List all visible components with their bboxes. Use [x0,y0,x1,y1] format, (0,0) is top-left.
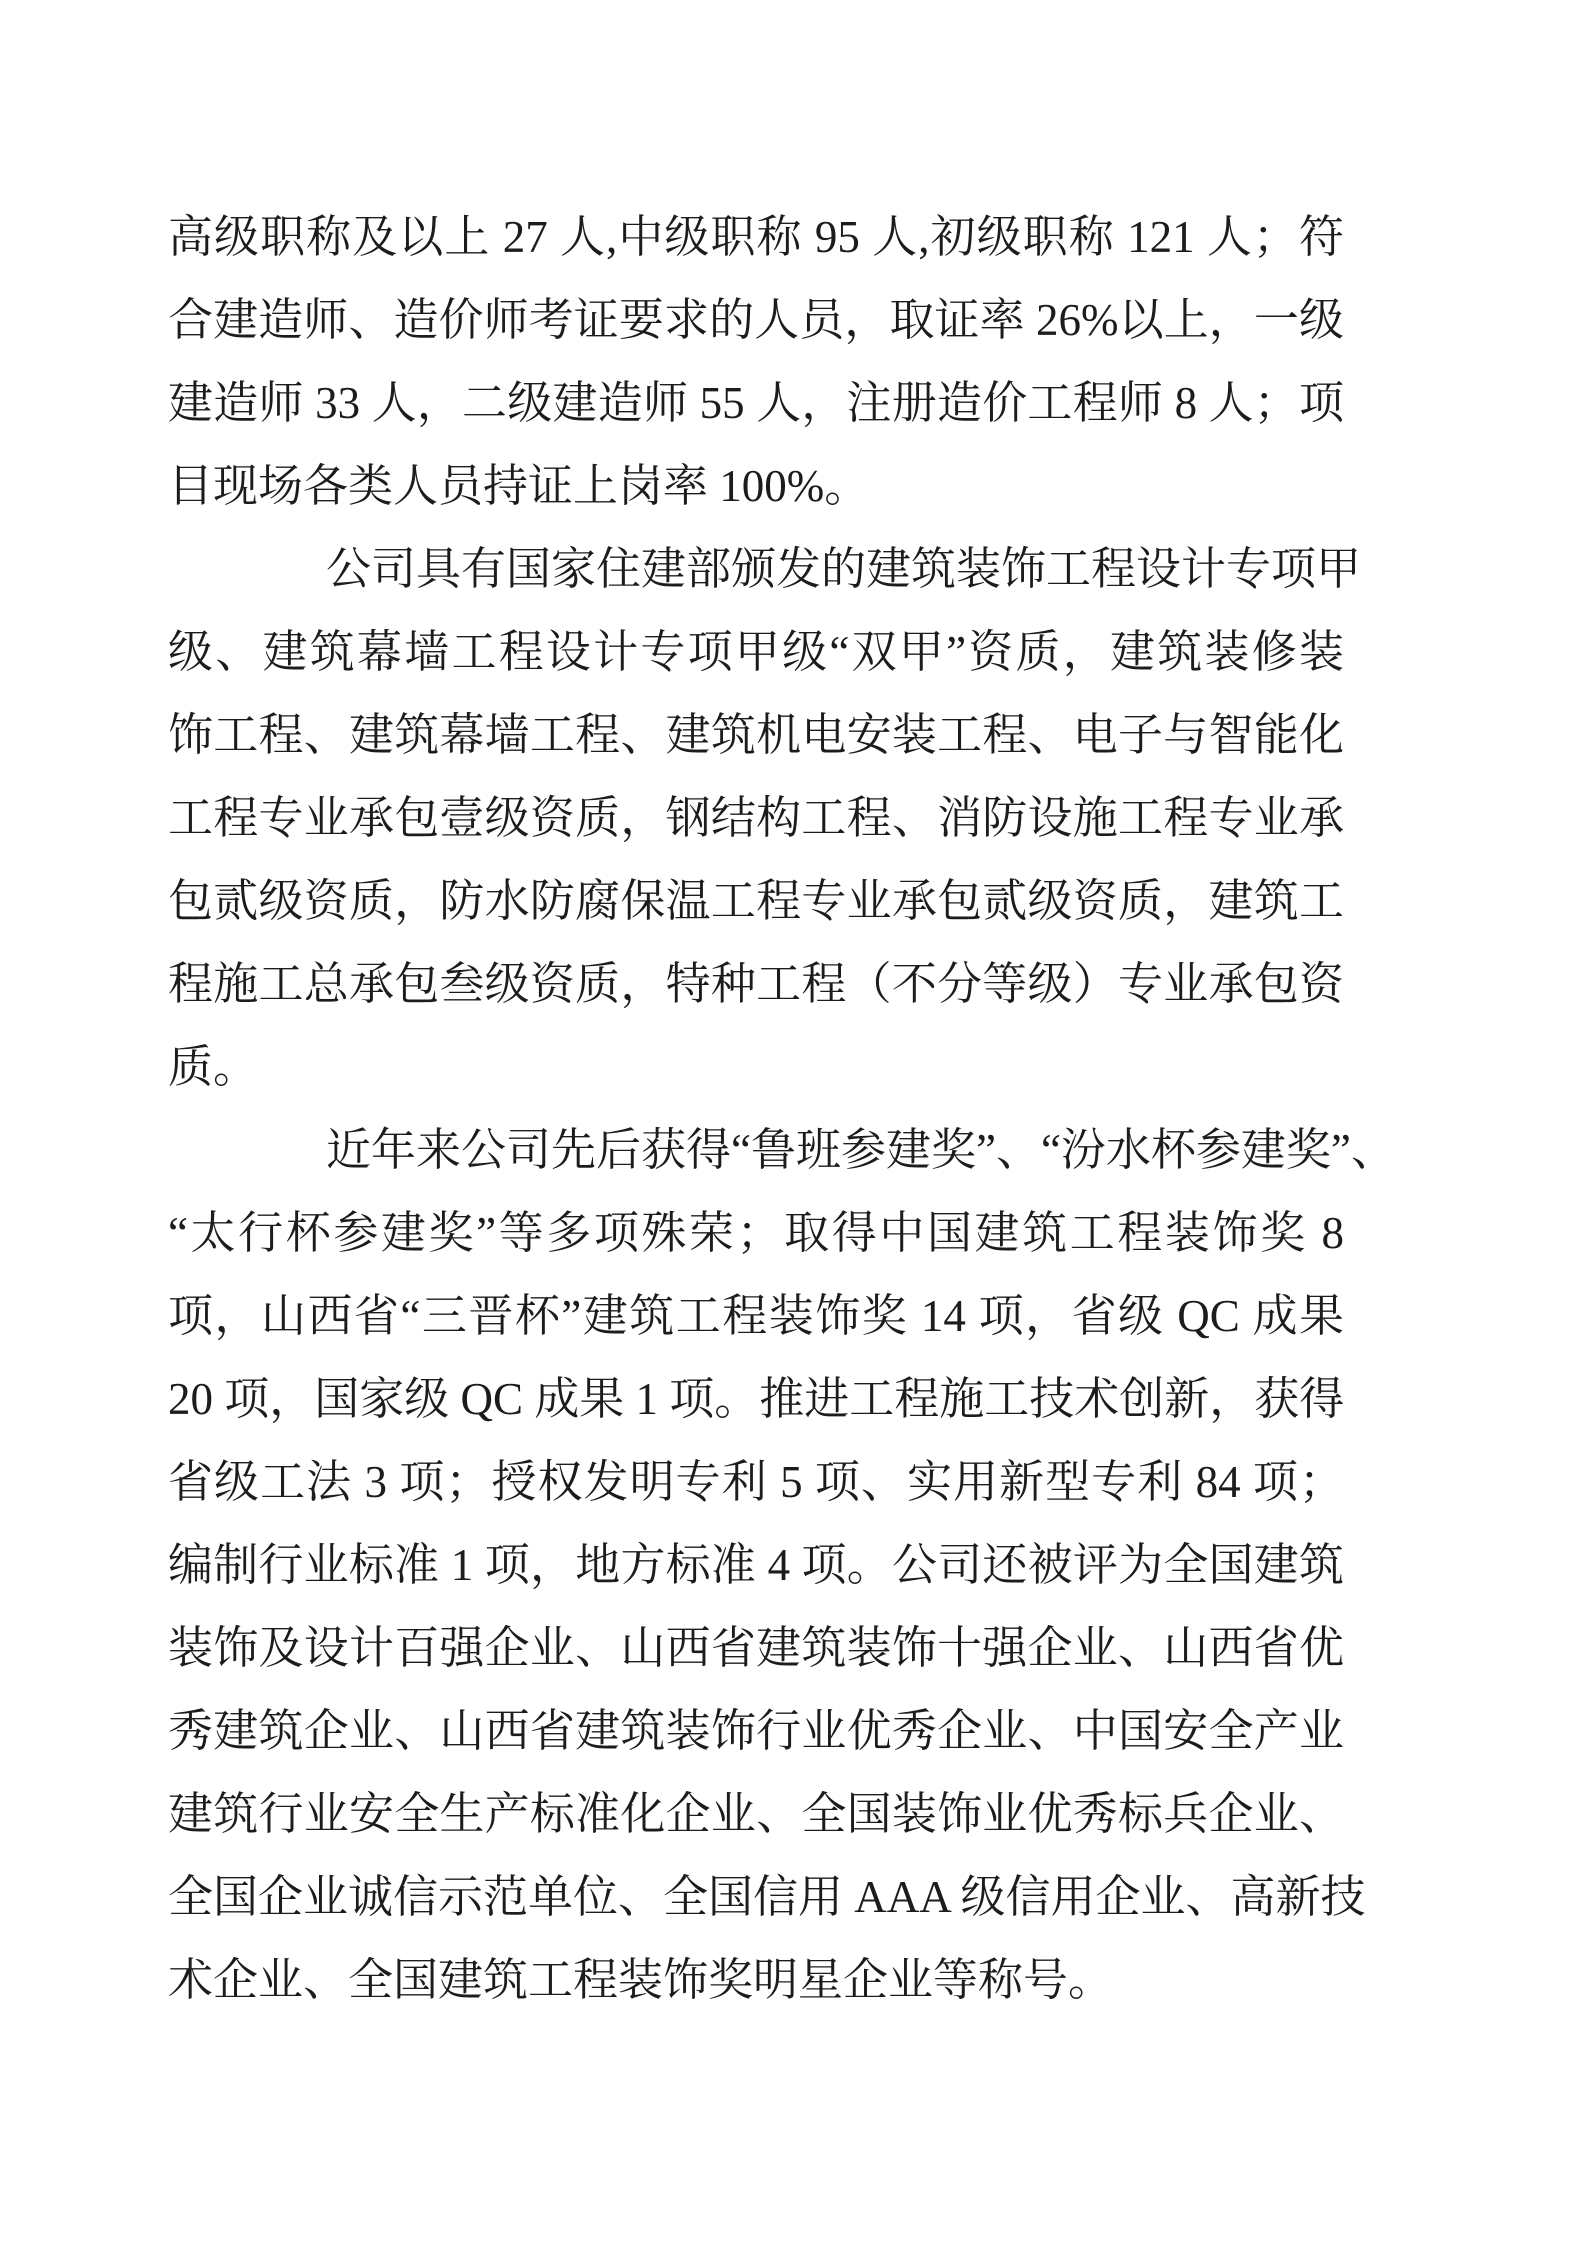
text-line: “太行杯参建奖”等多项殊荣；取得中国建筑工程装饰奖 8 [168,1208,1344,1258]
text-line: 质。 [168,1042,259,1092]
document-text [168,196,1396,2022]
text-line: 包贰级资质，防水防腐保温工程专业承包贰级资质，建筑工 [168,876,1344,926]
text-line: 编制行业标准 1 项，地方标准 4 项。公司还被评为全国建筑 [168,1540,1344,1590]
text-line: 公司具有国家住建部颁发的建筑装饰工程设计专项甲 [326,544,1362,594]
text-line: 省级工法 3 项；授权发明专利 5 项、实用新型专利 84 项； [168,1457,1344,1507]
text-line: 近年来公司先后获得“鲁班参建奖”、“汾水杯参建奖”、 [326,1125,1396,1175]
text-line: 术企业、全国建筑工程装饰奖明星企业等称号。 [168,1955,1114,2005]
text-line: 程施工总承包叁级资质，特种工程（不分等级）专业承包资 [168,959,1344,1009]
text-line: 饰工程、建筑幕墙工程、建筑机电安装工程、电子与智能化 [168,710,1344,760]
text-line: 项，山西省“三晋杯”建筑工程装饰奖 14 项，省级 QC 成果 [168,1291,1344,1341]
text-line: 高级职称及以上 27 人,中级职称 95 人,初级职称 121 人；符 [168,212,1344,262]
text-line: 工程专业承包壹级资质，钢结构工程、消防设施工程专业承 [168,793,1344,843]
text-line: 装饰及设计百强企业、山西省建筑装饰十强企业、山西省优 [168,1623,1344,1673]
text-line: 级、建筑幕墙工程设计专项甲级“双甲”资质，建筑装修装 [168,627,1344,677]
text-line: 目现场各类人员持证上岗率 100%。 [168,461,870,511]
text-line: 合建造师、造价师考证要求的人员，取证率 26%以上，一级 [168,295,1344,345]
text-line: 秀建筑企业、山西省建筑装饰行业优秀企业、中国安全产业 [168,1706,1344,1756]
text-line: 全国企业诚信示范单位、全国信用 AAA 级信用企业、高新技 [168,1872,1366,1922]
text-line: 建造师 33 人，二级建造师 55 人，注册造价工程师 8 人；项 [168,378,1344,428]
text-line: 20 项，国家级 QC 成果 1 项。推进工程施工技术创新，获得 [168,1374,1345,1424]
text-line: 建筑行业安全生产标准化企业、全国装饰业优秀标兵企业、 [168,1789,1344,1839]
